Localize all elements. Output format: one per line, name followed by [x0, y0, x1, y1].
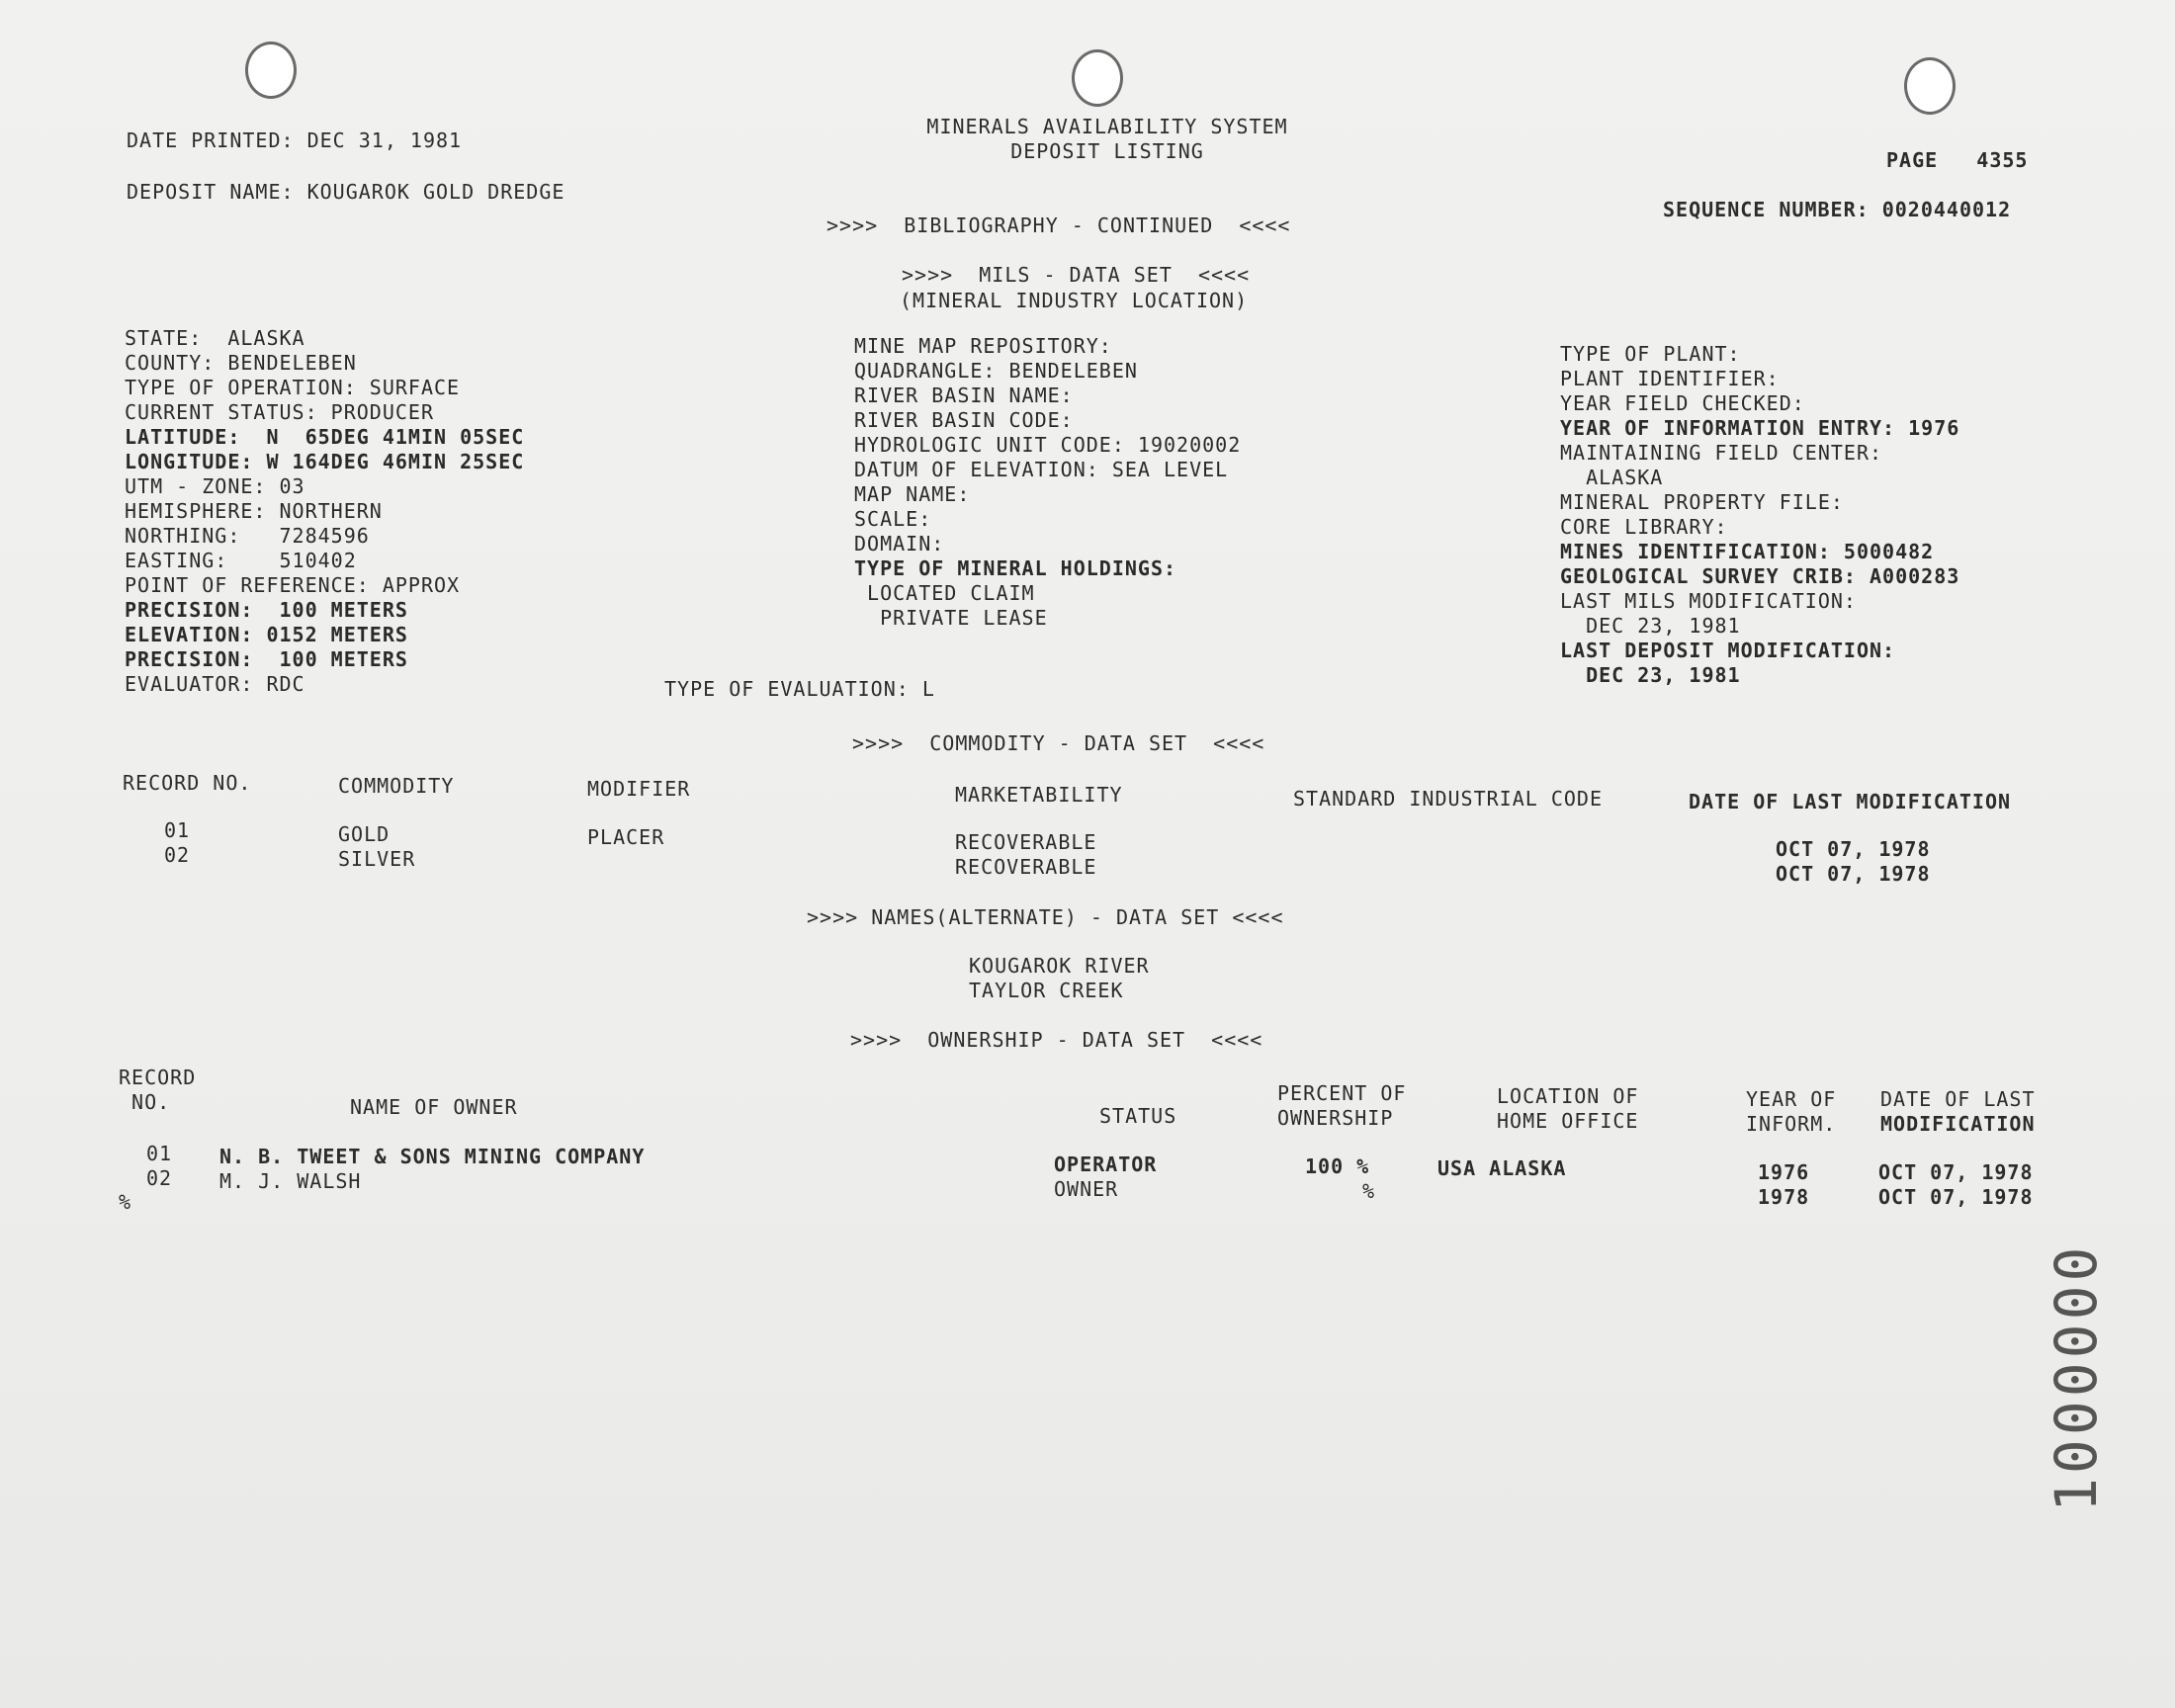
- location-line: PRECISION: 100 METERS: [125, 598, 408, 622]
- location-line: STATE: ALASKA: [125, 326, 305, 350]
- location-line: TYPE OF MINERAL HOLDINGS:: [854, 556, 1177, 580]
- location-line: RIVER BASIN CODE:: [854, 408, 1074, 432]
- punch-hole-left: [245, 42, 297, 99]
- location-line: YEAR FIELD CHECKED:: [1560, 391, 1805, 415]
- ownership-row-2-record: 02: [146, 1166, 173, 1190]
- location-line: DEC 23, 1981: [1560, 663, 1741, 687]
- mils-subheading: (MINERAL INDUSTRY LOCATION): [900, 289, 1249, 312]
- location-line: CURRENT STATUS: PRODUCER: [125, 400, 434, 424]
- location-line: DEC 23, 1981: [1560, 614, 1741, 638]
- location-line: LAST DEPOSIT MODIFICATION:: [1560, 639, 1896, 662]
- ownership-row-1-location: USA ALASKA: [1437, 1156, 1567, 1180]
- mils-heading: >>>> MILS - DATA SET <<<<: [902, 263, 1251, 287]
- evaluation-type: TYPE OF EVALUATION: L: [664, 677, 935, 701]
- location-line: QUADRANGLE: BENDELEBEN: [854, 359, 1138, 383]
- ownership-row-2-status: OWNER: [1054, 1177, 1119, 1201]
- system-title: MINERALS AVAILABILITY SYSTEM: [926, 115, 1288, 138]
- commodity-row-1-record: 01: [164, 818, 191, 842]
- page-number: PAGE 4355: [1886, 148, 2029, 172]
- bibliography-heading: >>>> BIBLIOGRAPHY - CONTINUED <<<<: [826, 214, 1291, 237]
- punch-hole-center: [1072, 49, 1123, 107]
- location-left-column: [125, 326, 524, 697]
- location-line: EVALUATOR: RDC: [125, 672, 305, 696]
- location-middle-column: [854, 334, 1241, 631]
- commodity-row-2-record: 02: [164, 843, 191, 867]
- location-line: POINT OF REFERENCE: APPROX: [125, 573, 461, 597]
- ownership-header-record-2: NO.: [119, 1090, 171, 1114]
- location-line: DOMAIN:: [854, 532, 945, 555]
- deposit-name: DEPOSIT NAME: KOUGAROK GOLD DREDGE: [127, 180, 566, 204]
- ownership-row-2-name: M. J. WALSH: [219, 1169, 362, 1193]
- location-line: MINERAL PROPERTY FILE:: [1560, 490, 1844, 514]
- location-line: TYPE OF OPERATION: SURFACE: [125, 376, 461, 399]
- ownership-header-date-2: MODIFICATION: [1880, 1112, 2036, 1136]
- location-line: NORTHING: 7284596: [125, 524, 370, 548]
- location-line: RIVER BASIN NAME:: [854, 384, 1074, 407]
- location-line: LAST MILS MODIFICATION:: [1560, 589, 1857, 613]
- location-line: ALASKA: [1560, 466, 1664, 489]
- location-line: HEMISPHERE: NORTHERN: [125, 499, 383, 523]
- location-line: MAINTAINING FIELD CENTER:: [1560, 441, 1883, 465]
- location-line: LOCATED CLAIM: [854, 581, 1035, 605]
- ownership-header-status: STATUS: [1099, 1104, 1177, 1128]
- commodity-row-1-date: OCT 07, 1978: [1776, 837, 1931, 861]
- location-line: MAP NAME:: [854, 482, 971, 506]
- ownership-row-1-percent: 100 %: [1305, 1154, 1370, 1178]
- location-line: CORE LIBRARY:: [1560, 515, 1728, 539]
- commodity-header-record: RECORD NO.: [123, 771, 252, 795]
- ownership-heading: >>>> OWNERSHIP - DATA SET <<<<: [850, 1028, 1263, 1052]
- alternate-name-2: TAYLOR CREEK: [969, 979, 1124, 1002]
- ownership-header-percent-2: OWNERSHIP: [1277, 1106, 1394, 1130]
- ownership-header-location-1: LOCATION OF: [1497, 1084, 1639, 1108]
- location-line: LONGITUDE: W 164DEG 46MIN 25SEC: [125, 450, 525, 473]
- commodity-row-2-date: OCT 07, 1978: [1776, 862, 1931, 886]
- system-subtitle: DEPOSIT LISTING: [1010, 139, 1204, 163]
- commodity-header-date: DATE OF LAST MODIFICATION: [1689, 790, 2012, 813]
- ownership-row-2-percent: %: [1362, 1179, 1376, 1203]
- sheet-stamp-number: 1000000: [2043, 1242, 2110, 1512]
- commodity-heading: >>>> COMMODITY - DATA SET <<<<: [852, 731, 1265, 755]
- location-line: PRIVATE LEASE: [854, 606, 1048, 630]
- ownership-header-year-2: INFORM.: [1746, 1112, 1837, 1136]
- ownership-header-record-1: RECORD: [119, 1066, 197, 1089]
- location-right-column: [1560, 342, 1959, 688]
- commodity-header-commodity: COMMODITY: [338, 774, 455, 798]
- location-line: DATUM OF ELEVATION: SEA LEVEL: [854, 458, 1229, 481]
- commodity-row-2-marketability: RECOVERABLE: [955, 855, 1097, 879]
- location-line: COUNTY: BENDELEBEN: [125, 351, 357, 375]
- ownership-header-year-1: YEAR OF: [1746, 1087, 1837, 1111]
- ownership-row-1-date: OCT 07, 1978: [1878, 1160, 2034, 1184]
- location-line: MINES IDENTIFICATION: 5000482: [1560, 540, 1935, 563]
- date-printed: DATE PRINTED: DEC 31, 1981: [127, 128, 463, 152]
- ownership-header-percent-1: PERCENT OF: [1277, 1081, 1407, 1105]
- location-line: MINE MAP REPOSITORY:: [854, 334, 1112, 358]
- commodity-row-2-commodity: SILVER: [338, 847, 416, 871]
- location-line: EASTING: 510402: [125, 549, 357, 572]
- ownership-header-location-2: HOME OFFICE: [1497, 1109, 1639, 1133]
- location-line: GEOLOGICAL SURVEY CRIB: A000283: [1560, 564, 1960, 588]
- sequence-number: SEQUENCE NUMBER: 0020440012: [1663, 198, 2012, 221]
- ownership-row-2-year: 1978: [1758, 1185, 1810, 1209]
- ownership-row-1-record: 01: [146, 1142, 173, 1165]
- location-line: HYDROLOGIC UNIT CODE: 19020002: [854, 433, 1242, 457]
- ownership-row-1-year: 1976: [1758, 1160, 1810, 1184]
- ownership-header-name: NAME OF OWNER: [350, 1095, 518, 1119]
- commodity-header-sic: STANDARD INDUSTRIAL CODE: [1293, 787, 1603, 811]
- location-line: TYPE OF PLANT:: [1560, 342, 1741, 366]
- location-line: ELEVATION: 0152 METERS: [125, 623, 408, 646]
- commodity-header-marketability: MARKETABILITY: [955, 783, 1123, 807]
- commodity-header-modifier: MODIFIER: [587, 777, 691, 801]
- commodity-row-1-commodity: GOLD: [338, 822, 391, 846]
- punch-hole-right: [1904, 57, 1956, 115]
- location-line: PRECISION: 100 METERS: [125, 647, 408, 671]
- location-line: UTM - ZONE: 03: [125, 474, 305, 498]
- ownership-row-1-name: N. B. TWEET & SONS MINING COMPANY: [219, 1145, 646, 1168]
- commodity-row-1-modifier: PLACER: [587, 825, 665, 849]
- location-line: YEAR OF INFORMATION ENTRY: 1976: [1560, 416, 1960, 440]
- ownership-row-1-status: OPERATOR: [1054, 1153, 1158, 1176]
- location-line: PLANT IDENTIFIER:: [1560, 367, 1780, 390]
- ownership-trailer: %: [119, 1190, 132, 1214]
- commodity-row-1-marketability: RECOVERABLE: [955, 830, 1097, 854]
- location-line: LATITUDE: N 65DEG 41MIN 05SEC: [125, 425, 525, 449]
- names-heading: >>>> NAMES(ALTERNATE) - DATA SET <<<<: [807, 905, 1284, 929]
- ownership-row-2-date: OCT 07, 1978: [1878, 1185, 2034, 1209]
- alternate-name-1: KOUGAROK RIVER: [969, 954, 1150, 978]
- ownership-header-date-1: DATE OF LAST: [1880, 1087, 2036, 1111]
- location-line: SCALE:: [854, 507, 932, 531]
